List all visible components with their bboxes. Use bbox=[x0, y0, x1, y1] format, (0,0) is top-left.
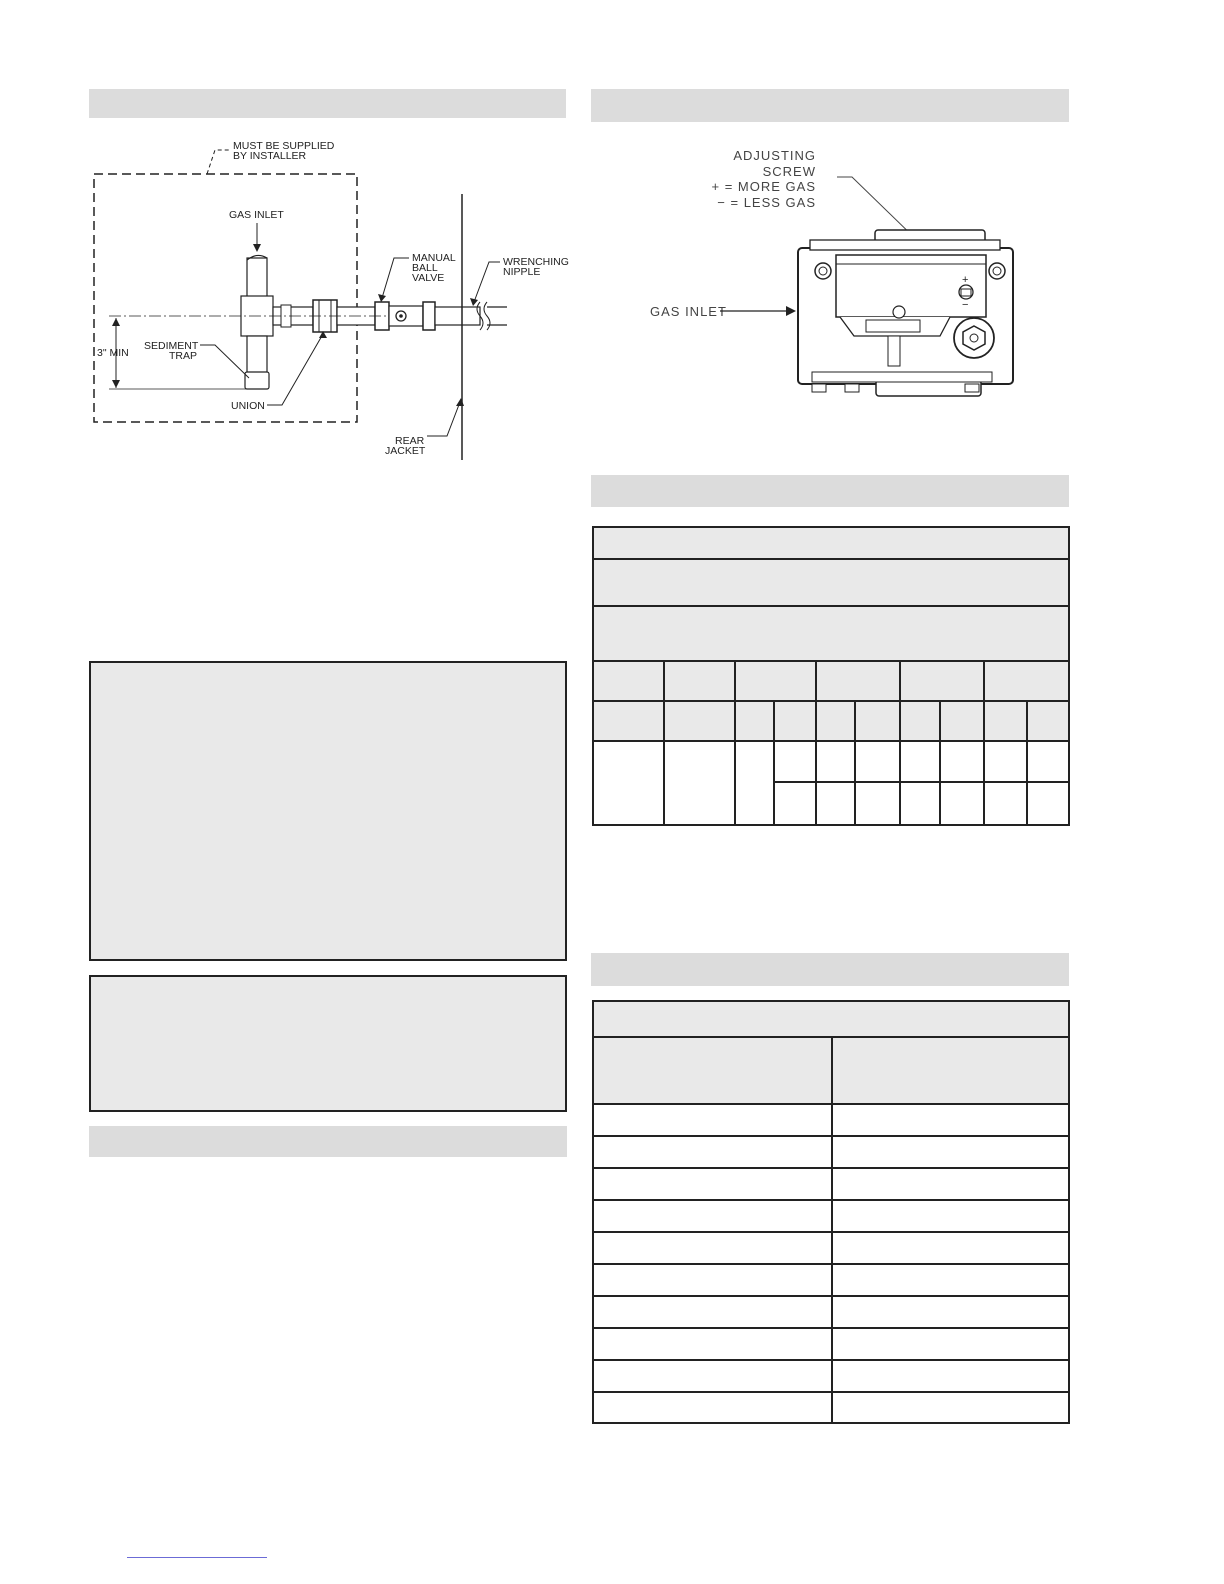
table-row bbox=[593, 1360, 1069, 1392]
table-row bbox=[593, 1232, 1069, 1264]
label-3in-min: 3" MIN bbox=[97, 347, 129, 359]
table-row bbox=[593, 1200, 1069, 1232]
label-less-gas: − = LESS GAS bbox=[717, 195, 816, 210]
label-trap: TRAP bbox=[169, 350, 198, 362]
label-rear: REAR bbox=[395, 435, 425, 447]
label-supplied-line2: BY INSTALLER bbox=[233, 150, 307, 162]
label-screw: SCREW bbox=[762, 164, 816, 179]
table-row bbox=[593, 559, 1069, 606]
table-row bbox=[593, 1264, 1069, 1296]
label-nipple: NIPPLE bbox=[503, 266, 541, 278]
table-row bbox=[593, 1136, 1069, 1168]
label-adjusting: ADJUSTING bbox=[733, 148, 816, 163]
label-wrenching: WRENCHING bbox=[503, 256, 569, 268]
table-row bbox=[593, 606, 1069, 661]
label-supplied-line1: MUST BE SUPPLIED bbox=[233, 140, 335, 152]
table-row bbox=[593, 1392, 1069, 1423]
table-row bbox=[593, 701, 1069, 741]
footer-link-underline[interactable] bbox=[127, 1557, 267, 1558]
label-gas-inlet: GAS INLET bbox=[229, 209, 284, 221]
section-header-bar-valve bbox=[591, 89, 1069, 122]
table-row bbox=[593, 1328, 1069, 1360]
label-more-gas: + = MORE GAS bbox=[711, 179, 816, 194]
label-sediment: SEDIMENT bbox=[144, 340, 199, 352]
section-header-bar-table2 bbox=[591, 953, 1069, 986]
gas-pressure-table bbox=[592, 526, 1070, 826]
screw-plus: + bbox=[962, 274, 969, 286]
notice-box-small bbox=[89, 975, 567, 1112]
label-manual: MANUAL bbox=[412, 252, 456, 264]
table-row bbox=[593, 1168, 1069, 1200]
installer-boundary bbox=[94, 174, 357, 422]
label-valve-gas-inlet: GAS INLET bbox=[650, 304, 727, 319]
table-row bbox=[593, 741, 1069, 782]
two-column-table bbox=[592, 1000, 1070, 1424]
section-header-bar-piping bbox=[89, 89, 566, 118]
table-row bbox=[593, 1037, 1069, 1104]
table-row bbox=[593, 1104, 1069, 1136]
label-union: UNION bbox=[231, 400, 265, 412]
label-jacket: JACKET bbox=[385, 445, 426, 457]
label-ball: BALL bbox=[412, 262, 438, 274]
table-row bbox=[593, 1001, 1069, 1037]
notice-box-large bbox=[89, 661, 567, 961]
section-header-bar-lower-left bbox=[89, 1126, 567, 1157]
label-valve: VALVE bbox=[412, 272, 445, 284]
section-header-bar-table1 bbox=[591, 475, 1069, 507]
gas-valve-diagram bbox=[640, 140, 1030, 410]
screw-minus: − bbox=[962, 299, 969, 311]
table-row bbox=[593, 661, 1069, 701]
table-row bbox=[593, 527, 1069, 559]
table-row bbox=[593, 1296, 1069, 1328]
gas-piping-diagram bbox=[89, 130, 579, 465]
